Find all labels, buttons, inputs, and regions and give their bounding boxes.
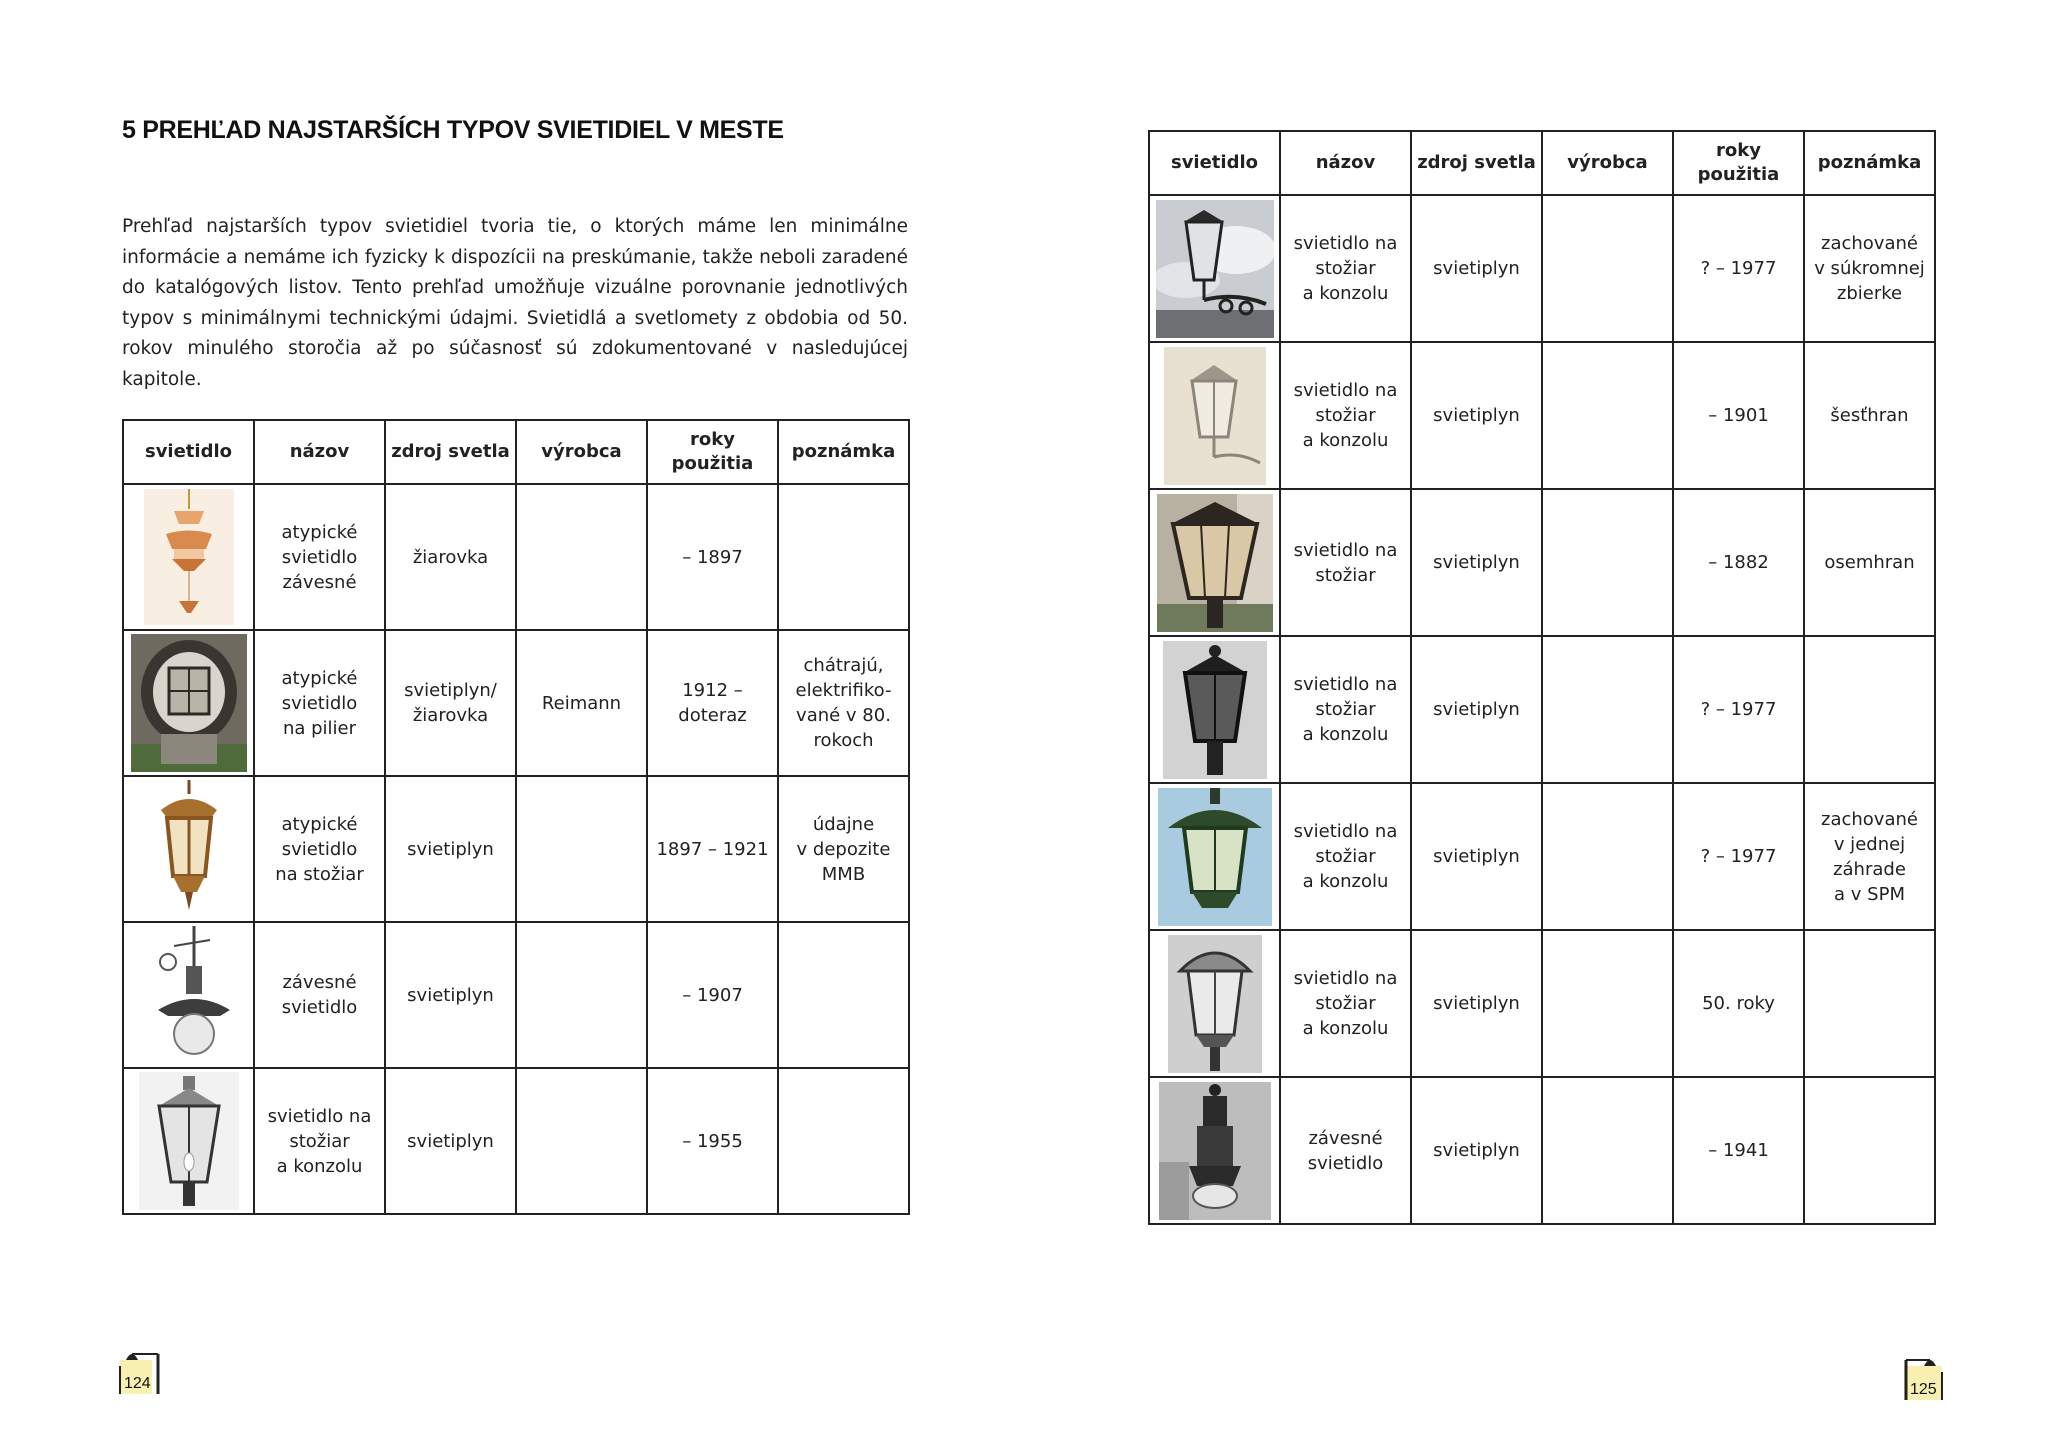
header-svietidlo: svietidlo: [1149, 131, 1280, 195]
cell-vyrobca: Reimann: [516, 630, 647, 776]
header-vyrobca: výrobca: [516, 420, 647, 484]
cell-poznamka: [778, 1068, 909, 1214]
lamp-image-cell: [1149, 195, 1280, 342]
octagonal-lantern-photo-icon: [1157, 494, 1273, 632]
lamp-image-cell: [123, 630, 254, 776]
cell-roky: ? – 1977: [1673, 636, 1804, 783]
cell-zdroj: svietiplyn: [385, 776, 516, 922]
page-heading: 5 PREHĽAD NAJSTARŠÍCH TYPOV SVIETIDIEL V MESTE: [122, 116, 784, 144]
bracket-lantern-sky-photo-icon: [1156, 200, 1274, 338]
right-page: [1024, 0, 2048, 1448]
cell-roky: 1897 – 1921: [647, 776, 778, 922]
lamp-image-cell: [123, 776, 254, 922]
cell-roky: ? – 1977: [1673, 195, 1804, 342]
cell-vyrobca: [1542, 489, 1673, 636]
cell-zdroj: svietiplyn: [385, 922, 516, 1068]
table-row: [1149, 195, 1935, 342]
table-row: [123, 630, 909, 776]
pier-lamp-photo-icon: [131, 634, 247, 772]
header-roky: roky použitia: [647, 420, 778, 484]
cell-vyrobca: [1542, 1077, 1673, 1224]
cell-poznamka: šesťhran: [1804, 342, 1935, 489]
lamp-image-cell: [1149, 342, 1280, 489]
header-roky: roky použitia: [1673, 131, 1804, 195]
header-zdroj: zdroj svetla: [1411, 131, 1542, 195]
table-row: [1149, 930, 1935, 1077]
cell-vyrobca: [1542, 342, 1673, 489]
table-row: [1149, 1077, 1935, 1224]
lamp-image-cell: [1149, 930, 1280, 1077]
cell-zdroj: svietiplyn: [385, 1068, 516, 1214]
green-lantern-photo-icon: [1158, 788, 1272, 926]
lamp-image-cell: [1149, 1077, 1280, 1224]
page-number-marker-left: [118, 1346, 168, 1396]
table-header-row: [123, 420, 909, 484]
cell-poznamka: [778, 922, 909, 1068]
cell-zdroj: svietiplyn: [1411, 783, 1542, 930]
table-row: [1149, 489, 1935, 636]
cell-poznamka: osemhran: [1804, 489, 1935, 636]
ornate-lantern-photo-icon: [141, 780, 237, 918]
cell-zdroj: svietiplyn: [1411, 1077, 1542, 1224]
header-nazov: názov: [254, 420, 385, 484]
square-lantern-photo-icon: [139, 1072, 239, 1210]
header-poznamka: poznámka: [1804, 131, 1935, 195]
cell-nazov: svietidlo na stožiar a konzolu: [1280, 342, 1411, 489]
cell-nazov: atypické svietidlo na stožiar: [254, 776, 385, 922]
table-row: [1149, 783, 1935, 930]
cell-vyrobca: [1542, 783, 1673, 930]
cell-vyrobca: [516, 776, 647, 922]
header-nazov: názov: [1280, 131, 1411, 195]
lamp-image-cell: [123, 1068, 254, 1214]
cell-vyrobca: [516, 922, 647, 1068]
cell-nazov: atypické svietidlo na pilier: [254, 630, 385, 776]
cell-roky: 50. roky: [1673, 930, 1804, 1077]
hanging-lamp-photo-icon: [144, 489, 234, 625]
header-poznamka: poznámka: [778, 420, 909, 484]
cell-nazov: atypické svietidlo závesné: [254, 484, 385, 630]
page-number-left: 124: [124, 1375, 151, 1392]
lamp-image-cell: [1149, 636, 1280, 783]
cell-poznamka: [778, 484, 909, 630]
cell-poznamka: [1804, 636, 1935, 783]
lamp-image-cell: [1149, 489, 1280, 636]
cell-nazov: závesné svietidlo: [1280, 1077, 1411, 1224]
cell-nazov: svietidlo na stožiar a konzolu: [1280, 930, 1411, 1077]
header-svietidlo: svietidlo: [123, 420, 254, 484]
cell-zdroj: svietiplyn: [1411, 489, 1542, 636]
page-number-marker-right: [1896, 1352, 1946, 1402]
cell-poznamka: chátrajú, elektrifiko- vané v 80. rokoch: [778, 630, 909, 776]
cell-nazov: svietidlo na stožiar a konzolu: [254, 1068, 385, 1214]
cell-vyrobca: [516, 1068, 647, 1214]
cell-zdroj: svietiplyn/ žiarovka: [385, 630, 516, 776]
dark-lantern-photo-icon: [1163, 641, 1267, 779]
cell-zdroj: žiarovka: [385, 484, 516, 630]
cell-poznamka: údajne v depozite MMB: [778, 776, 909, 922]
header-vyrobca: výrobca: [1542, 131, 1673, 195]
table-row: [1149, 342, 1935, 489]
cell-roky: – 1907: [647, 922, 778, 1068]
table-header-row: [1149, 131, 1935, 195]
header-zdroj: zdroj svetla: [385, 420, 516, 484]
cell-nazov: svietidlo na stožiar a konzolu: [1280, 636, 1411, 783]
cell-nazov: závesné svietidlo: [254, 922, 385, 1068]
cell-zdroj: svietiplyn: [1411, 636, 1542, 783]
cell-poznamka: [1804, 1077, 1935, 1224]
lamp-table-right: [1148, 130, 1936, 1225]
cell-zdroj: svietiplyn: [1411, 930, 1542, 1077]
cell-zdroj: svietiplyn: [1411, 342, 1542, 489]
cell-poznamka: zachované v jednej záhrade a v SPM: [1804, 783, 1935, 930]
cell-poznamka: zachované v súkromnej zbierke: [1804, 195, 1935, 342]
page-number-right: 125: [1910, 1381, 1937, 1398]
lamp-image-cell: [1149, 783, 1280, 930]
table-row: [1149, 636, 1935, 783]
cell-vyrobca: [516, 484, 647, 630]
cell-vyrobca: [1542, 930, 1673, 1077]
lamp-table-left: [122, 419, 910, 1215]
lamp-image-cell: [123, 484, 254, 630]
cell-nazov: svietidlo na stožiar a konzolu: [1280, 195, 1411, 342]
cell-roky: – 1941: [1673, 1077, 1804, 1224]
cell-roky: – 1955: [647, 1068, 778, 1214]
table-row: [123, 776, 909, 922]
intro-paragraph: Prehľad najstarších typov svietidiel tvoria tie, o ktorých máme len minimálne informácie a nemáme ich fyzicky k dispozícii na preskúmanie, takže neboli zaradené do katalógových listov. Tento prehľad umožňuje vizuálne porovnanie jednotlivých typov s minimálnymi technickými údajmi. Svietidlá a svetlomety z obdobia od 50. rokov minulého storočia až po súčasnosť sú zdokumentované v nasledujúcej kapitole.: [122, 216, 908, 390]
cell-roky: – 1882: [1673, 489, 1804, 636]
cell-vyrobca: [1542, 195, 1673, 342]
cell-roky: ? – 1977: [1673, 783, 1804, 930]
table-row: [123, 484, 909, 630]
lamp-image-cell: [123, 922, 254, 1068]
cell-vyrobca: [1542, 636, 1673, 783]
table-row: [123, 922, 909, 1068]
cylindrical-lamp-photo-icon: [1159, 1082, 1271, 1220]
cell-roky: 1912 – doteraz: [647, 630, 778, 776]
cell-roky: – 1897: [647, 484, 778, 630]
cell-nazov: svietidlo na stožiar: [1280, 489, 1411, 636]
cell-poznamka: [1804, 930, 1935, 1077]
hanging-globe-lamp-photo-icon: [144, 926, 234, 1064]
cell-zdroj: svietiplyn: [1411, 195, 1542, 342]
cell-roky: – 1901: [1673, 342, 1804, 489]
dome-lantern-photo-icon: [1168, 935, 1262, 1073]
faded-lantern-photo-icon: [1164, 347, 1266, 485]
cell-nazov: svietidlo na stožiar a konzolu: [1280, 783, 1411, 930]
table-row: [123, 1068, 909, 1214]
